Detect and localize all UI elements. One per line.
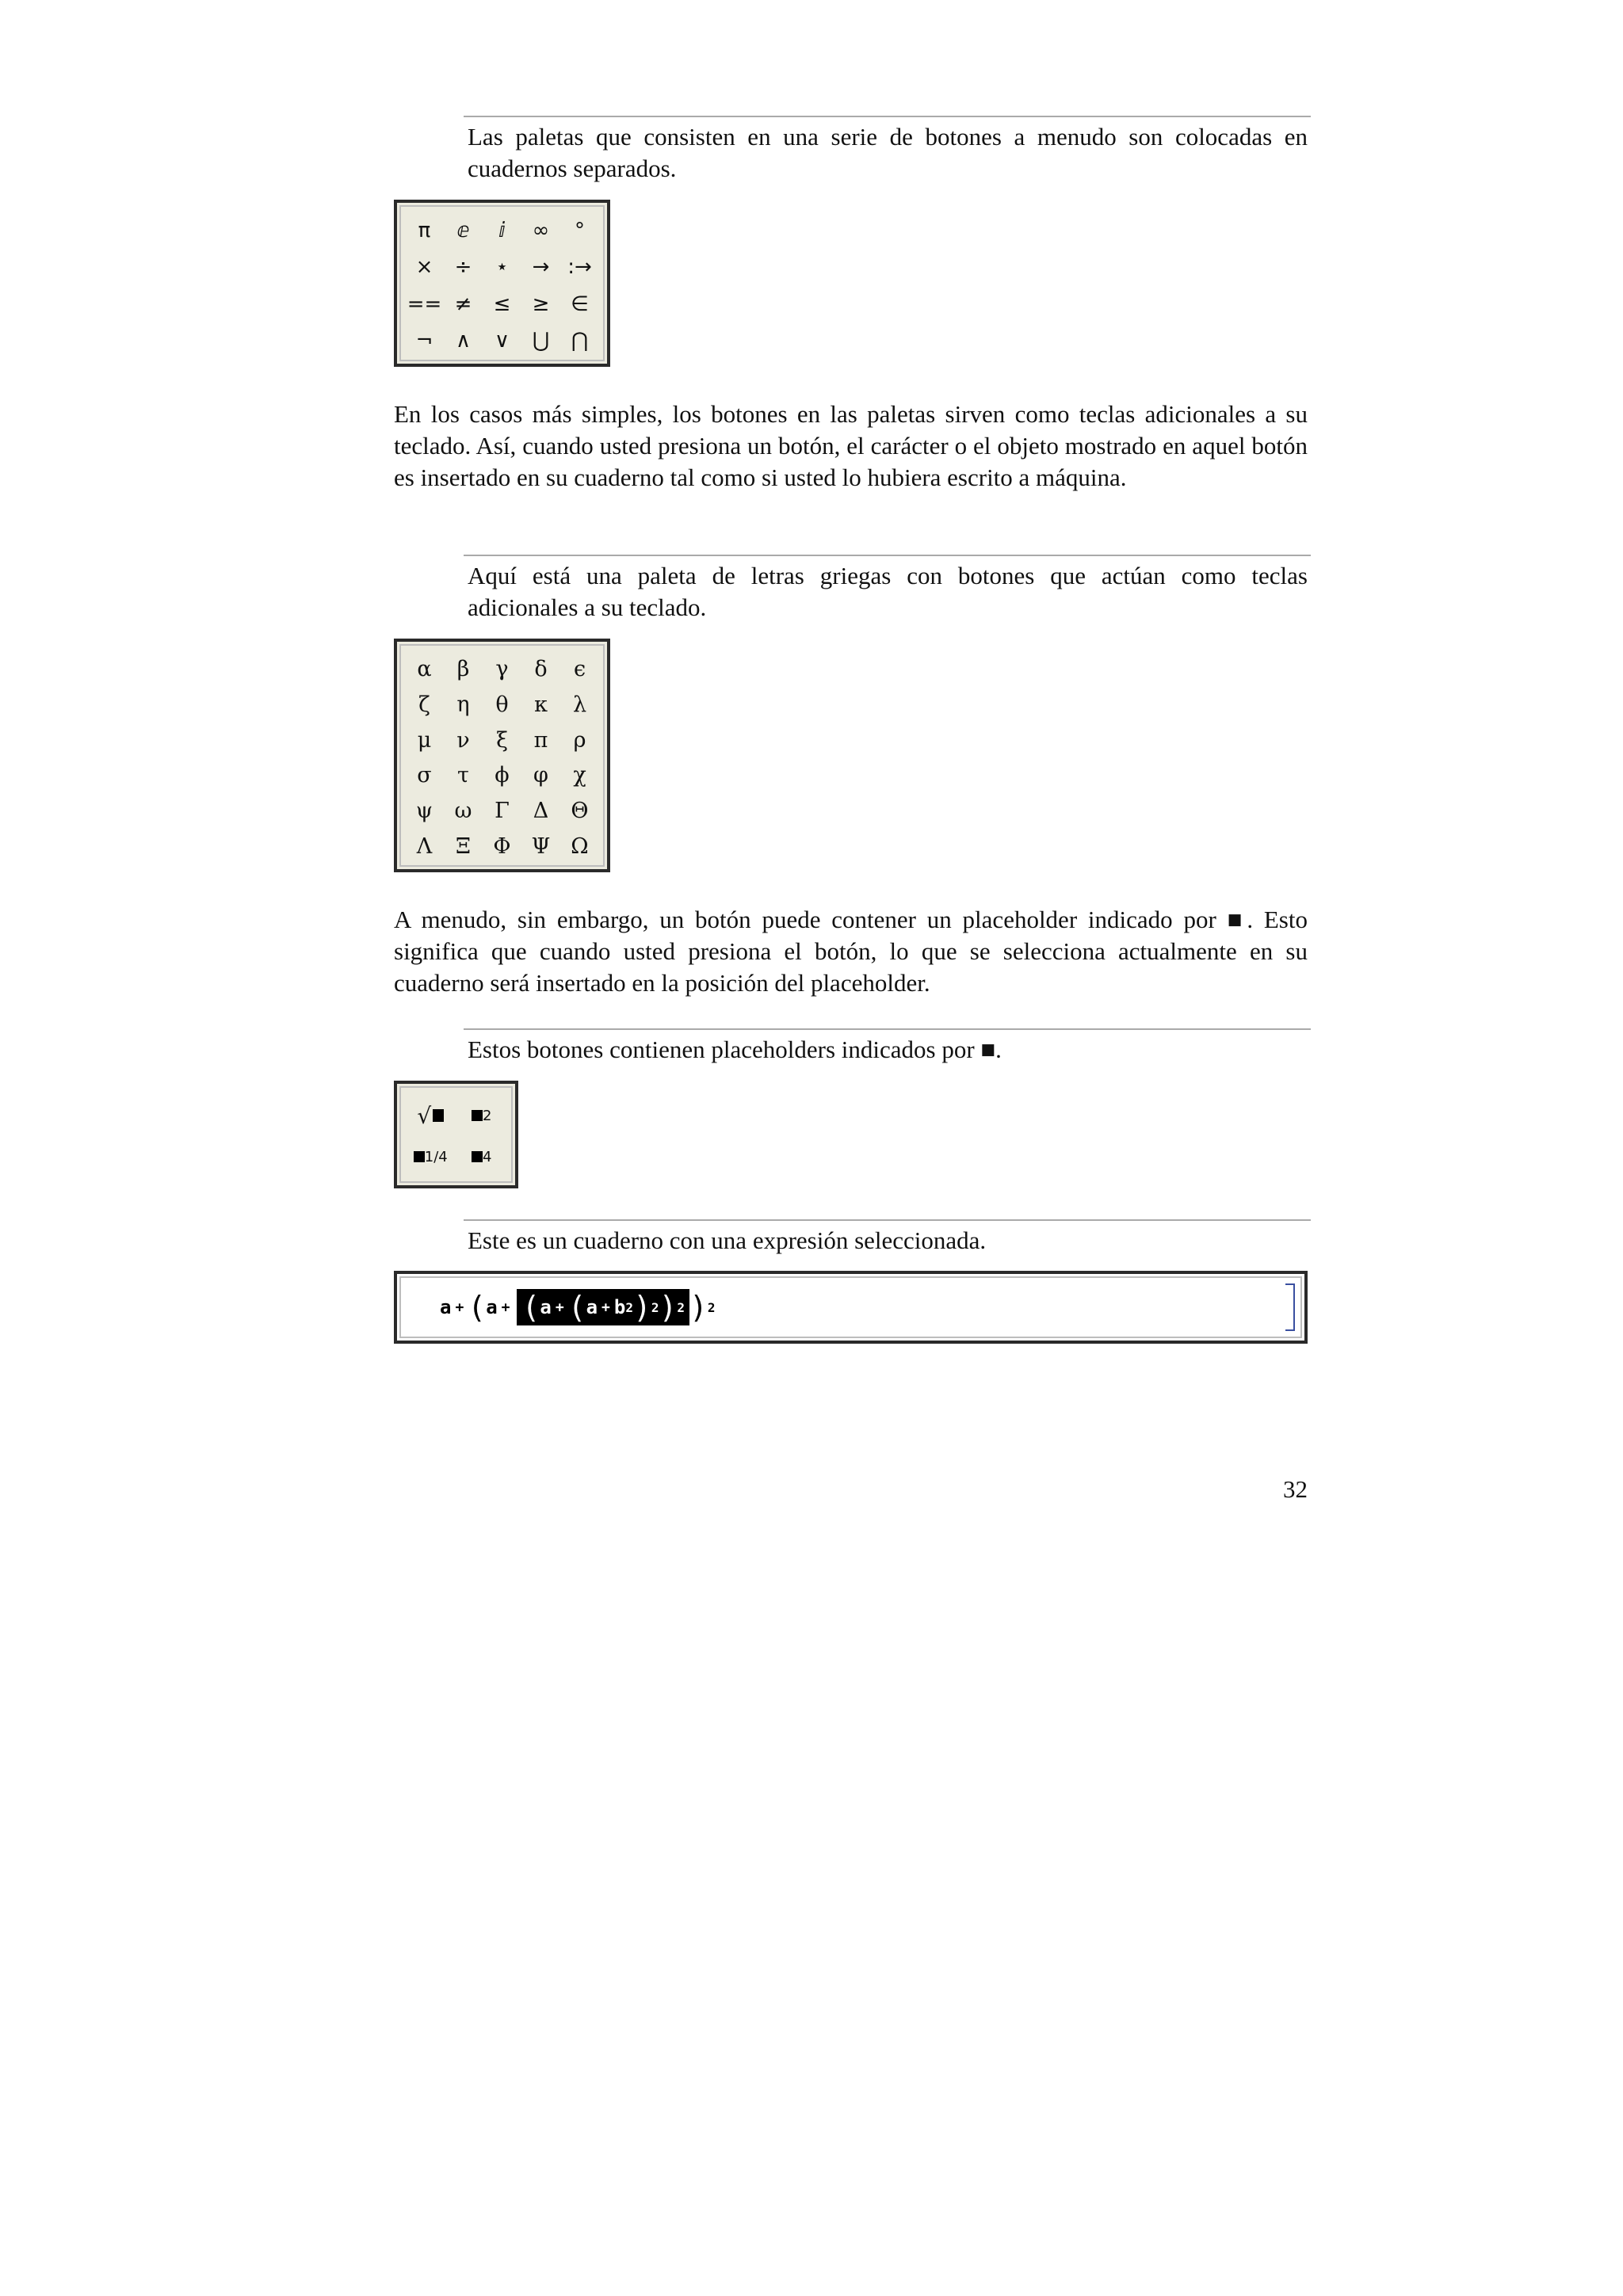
expr-operator: +: [555, 1299, 564, 1316]
expr-paren: (: [521, 1290, 540, 1325]
greek-letter-button[interactable]: ρ: [573, 727, 586, 753]
symbol-palette-button[interactable]: π: [418, 219, 431, 243]
greek-letter-button[interactable]: α: [417, 656, 432, 681]
symbol-palette-button[interactable]: ∧: [455, 328, 472, 353]
expr-operator: +: [455, 1299, 464, 1316]
symbol-palette-button[interactable]: ×: [415, 255, 433, 280]
symbol-palette-button[interactable]: ==: [407, 292, 442, 316]
greek-letter-button[interactable]: μ: [417, 727, 432, 753]
page-number: 32: [1283, 1475, 1308, 1503]
symbol-palette: [394, 200, 610, 367]
symbol-palette-button[interactable]: ≠: [454, 292, 472, 316]
expr-paren: ): [689, 1290, 708, 1325]
greek-letter-button[interactable]: Ω: [571, 834, 589, 860]
greek-letter-button[interactable]: σ: [417, 763, 432, 788]
expr-exponent: 2: [707, 1299, 716, 1315]
section-rule: [464, 1028, 1311, 1030]
symbol-palette-button[interactable]: ≤: [493, 292, 511, 316]
expr-paren: ): [659, 1290, 678, 1325]
section-rule: [464, 555, 1311, 556]
symbol-palette-button[interactable]: ÷: [454, 255, 472, 280]
greek-letter-button[interactable]: π: [533, 727, 548, 753]
greek-letter-button[interactable]: ξ: [496, 727, 508, 753]
greek-letter-button[interactable]: ζ: [418, 692, 430, 717]
expr-paren: ): [632, 1290, 651, 1325]
greek-letter-button[interactable]: ψ: [415, 799, 433, 824]
expr-exponent: 2: [651, 1299, 659, 1315]
expr-paren: (: [468, 1290, 487, 1325]
symbol-palette-button[interactable]: ∞: [532, 219, 550, 243]
greek-letter-button[interactable]: Ξ: [456, 834, 471, 860]
symbol-palette-button[interactable]: ¬: [415, 328, 433, 353]
greek-letter-button[interactable]: ω: [454, 799, 472, 824]
expr-operator: +: [501, 1299, 510, 1316]
symbol-palette-button[interactable]: ⋂: [571, 328, 589, 353]
greek-letter-button[interactable]: φ: [533, 763, 548, 788]
paragraph-placeholder-buttons: Estos botones contienen placeholders indicados por ■.: [468, 1035, 1002, 1063]
symbol-palette-button[interactable]: ∨: [494, 328, 510, 353]
expr-paren: (: [567, 1290, 586, 1325]
symbol-palette-button[interactable]: :→: [567, 255, 592, 280]
placeholder-square-icon: [414, 1151, 425, 1162]
greek-letter-button[interactable]: κ: [534, 692, 548, 717]
section-rule: [464, 116, 1311, 117]
greek-letter-button[interactable]: θ: [495, 692, 509, 717]
notebook-window[interactable]: [394, 1271, 1308, 1344]
paragraph-placeholder: A menudo, sin embargo, un botón puede contener un placeholder indicado por ■. Esto significa que cuando usted presiona el botón, lo que se selecciona actualmente en su cuaderno será insertado en la posición del placeholder.: [394, 906, 1308, 997]
greek-letter-button[interactable]: ϵ: [573, 656, 586, 681]
exponent-four: 4: [483, 1148, 492, 1165]
greek-letter-button[interactable]: γ: [495, 656, 509, 681]
paragraph-greek-palette: Aquí está una paleta de letras griegas con botones que actúan como teclas adicionales a su teclado.: [468, 562, 1308, 621]
exponent-two: 2: [483, 1107, 492, 1124]
expr-term: a: [440, 1296, 452, 1318]
sqrt-symbol: √: [417, 1102, 432, 1129]
greek-letter-button[interactable]: λ: [572, 692, 587, 717]
placeholder-square-icon: [472, 1151, 483, 1162]
placeholder-palette: [394, 1081, 518, 1188]
exponent-quarter: 1/4: [424, 1148, 448, 1165]
symbol-palette-button[interactable]: ⋆: [495, 255, 509, 280]
greek-letter-button[interactable]: Ψ: [531, 834, 551, 860]
sqrt-placeholder-button[interactable]: [405, 1095, 456, 1136]
symbol-palette-button[interactable]: ≥: [532, 292, 550, 316]
paragraph-notebook-selection: Este es un cuaderno con una expresión seleccionada.: [468, 1226, 987, 1254]
expr-term: a: [486, 1296, 498, 1318]
placeholder-square-icon: [472, 1110, 483, 1121]
expr-operator: +: [601, 1299, 610, 1316]
fourth-power-placeholder-button[interactable]: [456, 1136, 508, 1177]
section-rule: [464, 1219, 1311, 1221]
symbol-palette-button[interactable]: ⅈ: [498, 219, 506, 243]
paragraph-simple-buttons: En los casos más simples, los botones en las paletas sirven como teclas adicionales a su teclado. Así, cuando usted presiona un botón, el carácter o el objeto mostrado en aquel botón es insertado en su cuaderno tal como si usted lo hubiera escrito a máquina.: [394, 400, 1308, 491]
greek-letter-button[interactable]: η: [456, 692, 470, 717]
notebook-expression[interactable]: [440, 1285, 716, 1329]
symbol-palette-button[interactable]: ∈: [571, 292, 589, 316]
symbol-palette-button[interactable]: ⋃: [532, 328, 550, 353]
greek-letter-button[interactable]: ϕ: [495, 763, 510, 788]
expr-term: b: [613, 1296, 626, 1318]
paragraph-palettes-intro: Las paletas que consisten en una serie de botones a menudo son colocadas en cuadernos separados.: [468, 123, 1308, 182]
symbol-palette-button[interactable]: ⅇ: [456, 219, 470, 243]
greek-letter-button[interactable]: Δ: [533, 799, 549, 824]
greek-letter-button[interactable]: ν: [456, 727, 470, 753]
expr-exponent: 2: [625, 1299, 633, 1315]
symbol-palette-button[interactable]: °: [575, 219, 585, 243]
placeholder-square-icon: [433, 1109, 444, 1122]
greek-letters-palette: [394, 639, 610, 872]
symbol-palette-button[interactable]: →: [532, 255, 550, 280]
greek-letter-button[interactable]: τ: [457, 763, 469, 788]
greek-letter-button[interactable]: Λ: [416, 834, 433, 860]
greek-letter-button[interactable]: Φ: [493, 834, 511, 860]
greek-letter-button[interactable]: β: [456, 656, 470, 681]
square-placeholder-button[interactable]: [456, 1095, 508, 1136]
quarter-power-placeholder-button[interactable]: [405, 1136, 456, 1177]
expr-term: a: [586, 1296, 598, 1318]
greek-letter-button[interactable]: Γ: [495, 799, 510, 824]
expr-exponent: 2: [677, 1299, 685, 1315]
greek-letter-button[interactable]: δ: [534, 656, 548, 681]
greek-letter-button[interactable]: χ: [573, 763, 586, 788]
cell-bracket[interactable]: [1285, 1283, 1295, 1331]
expr-term: a: [540, 1296, 552, 1318]
selected-subexpression[interactable]: [517, 1289, 689, 1325]
greek-letter-button[interactable]: Θ: [571, 799, 589, 824]
